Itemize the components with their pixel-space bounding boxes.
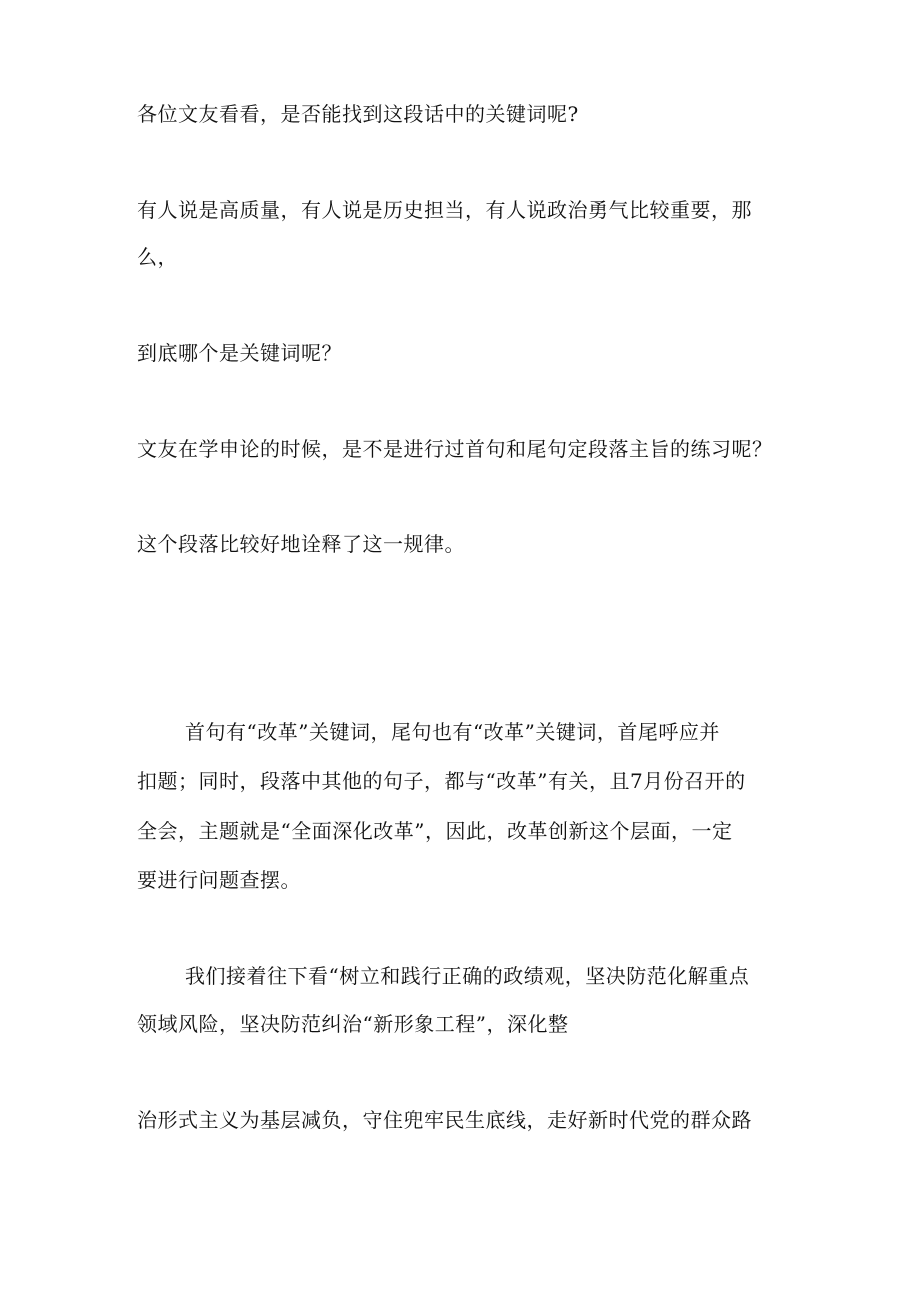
text-line: 这个段落比较好地诠释了这一规律。 xyxy=(137,532,465,556)
text-line: 文友在学申论的时候，是不是进行过首句和尾句定段落主旨的练习呢？ xyxy=(137,437,773,461)
text-line: 有人说是高质量，有人说是历史担当，有人说政治勇气比较重要，那 xyxy=(137,198,752,222)
text-line: 全会，主题就是“全面深化改革”，因此，改革创新这个层面，一定 xyxy=(137,819,733,843)
text-line: 首句有“改革”关键词，尾句也有“改革”关键词，首尾呼应并 xyxy=(185,720,720,744)
text-line: 各位文友看看，是否能找到这段话中的关键词呢? xyxy=(137,102,579,126)
text-line: 我们接着往下看“树立和践行正确的政绩观，坚决防范化解重点 xyxy=(185,964,750,988)
text-line: 扣题；同时，段落中其他的句子，都与“改革”有关，且7月份召开的 xyxy=(137,769,746,793)
text-line: 到底哪个是关键词呢？ xyxy=(137,341,342,365)
text-line: 么， xyxy=(137,245,178,269)
text-line: 治形式主义为基层减负，守住兜牢民生底线，走好新时代党的群众路 xyxy=(137,1108,752,1132)
text-line: 领域风险，坚决防范纠治“新形象工程”，深化整 xyxy=(137,1012,569,1036)
text-line: 要进行问题查摆。 xyxy=(137,868,301,892)
